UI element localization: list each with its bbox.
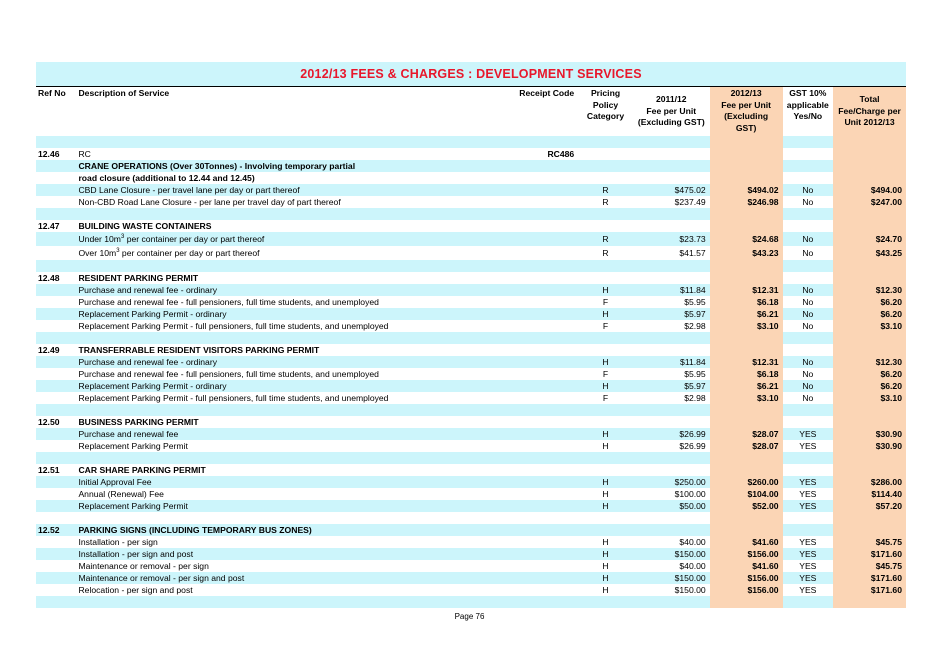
gst-applicable: No — [783, 232, 834, 246]
section-heading: PARKING SIGNS (INCLUDING TEMPORARY BUS ZONES) — [76, 524, 458, 536]
fees-sheet — [36, 62, 906, 608]
gst-applicable: YES — [799, 585, 817, 595]
table-row — [36, 356, 906, 368]
service-description: Purchase and renewal fee - ordinary — [76, 356, 458, 368]
gst-applicable: No — [802, 297, 814, 307]
gst-applicable: YES — [799, 561, 817, 571]
gst-applicable: No — [802, 393, 814, 403]
total-fee: $57.20 — [833, 500, 906, 512]
fee-2011-12: $50.00 — [633, 500, 710, 512]
total-fee: $6.20 — [833, 296, 906, 308]
service-description: Replacement Parking Permit — [78, 441, 188, 451]
service-description: Initial Approval Fee — [76, 476, 458, 488]
section-heading: TRANSFERRABLE RESIDENT VISITORS PARKING PERMIT — [78, 345, 320, 355]
section-heading: road closure (additional to 12.44 and 12.45) — [78, 173, 255, 183]
gst-applicable: No — [783, 284, 834, 296]
total-fee: $12.30 — [833, 356, 906, 368]
table-row — [36, 536, 906, 548]
service-description: CBD Lane Closure - per travel lane per day or part thereof — [76, 184, 458, 196]
section-heading-row — [36, 464, 906, 476]
total-fee: $171.60 — [833, 572, 906, 584]
service-description: Replacement Parking Permit - full pensioners, full time students, and unemployed — [78, 321, 389, 331]
section-heading-row — [36, 172, 906, 184]
gst-applicable: No — [783, 356, 834, 368]
pricing-category: R — [602, 197, 609, 207]
col-fee1112-header: 2011/12 Fee per Unit (Excluding GST) — [633, 87, 710, 136]
ref-no: 12.49 — [38, 345, 60, 355]
col-total-header: Total Fee/Charge per Unit 2012/13 — [833, 87, 906, 136]
table-row — [36, 488, 906, 500]
gst-applicable: No — [783, 380, 834, 392]
pricing-category: H — [578, 572, 633, 584]
table-row — [36, 584, 906, 596]
section-heading: RESIDENT PARKING PERMIT — [78, 273, 199, 283]
pricing-category: H — [578, 428, 633, 440]
section-heading-row — [36, 344, 906, 356]
fee-2012-13: $41.60 — [710, 536, 783, 548]
pricing-category: F — [602, 297, 609, 307]
fee-2011-12: $40.00 — [679, 537, 706, 547]
fee-2011-12: $5.95 — [684, 369, 706, 379]
fee-2012-13: $6.18 — [710, 368, 783, 380]
col-fee1213-header: 2012/13 Fee per Unit (Excluding GST) — [710, 87, 783, 136]
fee-2012-13: $6.18 — [710, 296, 783, 308]
total-fee: $171.60 — [833, 584, 906, 596]
pricing-category: F — [602, 369, 609, 379]
fee-2012-13: $156.00 — [710, 548, 783, 560]
service-description: Replacement Parking Permit - ordinary — [76, 308, 458, 320]
pricing-category: H — [602, 585, 609, 595]
table-row — [36, 308, 906, 320]
fee-2012-13: $28.07 — [710, 428, 783, 440]
service-description: Purchase and renewal fee - full pensioners, full time students, and unemployed — [78, 297, 379, 307]
service-description: Replacement Parking Permit — [76, 500, 458, 512]
ref-no: 12.47 — [38, 221, 60, 231]
table-row — [36, 440, 906, 452]
fee-2011-12: $150.00 — [633, 548, 710, 560]
fee-2011-12: $11.84 — [633, 356, 710, 368]
pricing-category: H — [602, 561, 609, 571]
fee-2012-13: $24.68 — [710, 232, 783, 246]
table-row — [36, 184, 906, 196]
section-heading: BUSINESS PARKING PERMIT — [78, 417, 199, 427]
fee-2012-13: $260.00 — [710, 476, 783, 488]
ref-no: 12.48 — [38, 273, 60, 283]
table-row — [36, 560, 906, 572]
section-heading: CAR SHARE PARKING PERMIT — [78, 465, 206, 475]
table-row — [36, 196, 906, 208]
table-row — [36, 368, 906, 380]
fees-table — [36, 87, 906, 608]
fee-2012-13: $246.98 — [710, 196, 783, 208]
pricing-category: H — [578, 284, 633, 296]
ref-no: 12.52 — [36, 524, 76, 536]
fee-2012-13: $3.10 — [710, 320, 783, 332]
fee-2011-12: $237.49 — [674, 197, 706, 207]
section-heading-row — [36, 160, 906, 172]
fee-2012-13: $43.23 — [710, 246, 783, 260]
total-fee: $30.90 — [833, 428, 906, 440]
fee-2012-13: $6.21 — [710, 308, 783, 320]
table-row — [36, 284, 906, 296]
gst-applicable: No — [802, 369, 814, 379]
fee-2011-12: $250.00 — [633, 476, 710, 488]
service-description: Purchase and renewal fee - full pensioners, full time students, and unemployed — [78, 369, 379, 379]
fee-2011-12: $5.97 — [633, 308, 710, 320]
table-row — [36, 572, 906, 584]
total-fee: $3.10 — [833, 392, 906, 404]
pricing-category: H — [578, 500, 633, 512]
total-fee: $45.75 — [833, 560, 906, 572]
pricing-category: H — [578, 548, 633, 560]
service-description: RC — [78, 149, 91, 159]
col-receipt-header: Receipt Code — [459, 87, 578, 136]
fee-2011-12: $40.00 — [679, 561, 706, 571]
fee-2011-12: $150.00 — [674, 585, 706, 595]
table-row — [36, 500, 906, 512]
fee-2011-12: $26.99 — [679, 441, 706, 451]
table-row — [36, 296, 906, 308]
pricing-category: H — [578, 476, 633, 488]
ref-no: 12.50 — [38, 417, 60, 427]
total-fee: $6.20 — [833, 380, 906, 392]
fee-2011-12: $2.98 — [684, 321, 706, 331]
service-description: Purchase and renewal fee — [76, 428, 458, 440]
gst-applicable: YES — [783, 548, 834, 560]
total-fee: $43.25 — [833, 246, 906, 260]
table-row — [36, 380, 906, 392]
section-heading-row — [36, 272, 906, 284]
gst-applicable: No — [783, 308, 834, 320]
service-description: Maintenance or removal - per sign and post — [76, 572, 458, 584]
total-fee: $6.20 — [833, 368, 906, 380]
fee-2012-13: $3.10 — [710, 392, 783, 404]
gst-applicable: YES — [799, 489, 817, 499]
pricing-category: H — [602, 537, 609, 547]
fee-2012-13: $41.60 — [710, 560, 783, 572]
service-description: Maintenance or removal - per sign — [78, 561, 209, 571]
total-fee: $286.00 — [833, 476, 906, 488]
table-row — [36, 232, 906, 246]
total-fee: $3.10 — [833, 320, 906, 332]
gst-applicable: YES — [783, 428, 834, 440]
fee-2011-12: $26.99 — [633, 428, 710, 440]
total-fee: $247.00 — [833, 196, 906, 208]
gst-applicable: YES — [799, 441, 817, 451]
fee-2011-12: $5.95 — [684, 297, 706, 307]
col-gst-header: GST 10% applicable Yes/No — [783, 87, 834, 136]
table-row — [36, 428, 906, 440]
section-heading: CRANE OPERATIONS (Over 30Tonnes) - Involving temporary partial — [76, 160, 458, 172]
table-row — [36, 148, 906, 160]
fee-2012-13: $156.00 — [710, 572, 783, 584]
pricing-category: H — [578, 380, 633, 392]
section-heading-row — [36, 416, 906, 428]
table-row — [36, 246, 906, 260]
total-fee: $12.30 — [833, 284, 906, 296]
fee-2011-12: $100.00 — [674, 489, 706, 499]
service-description: Under $10m^3$ per container per day or part thereof — [76, 232, 458, 246]
service-description: Replacement Parking Permit - ordinary — [76, 380, 458, 392]
service-description: Purchase and renewal fee - ordinary — [76, 284, 458, 296]
pricing-category: R — [602, 248, 609, 258]
table-row — [36, 548, 906, 560]
service-description: Over $10m^3$ per container per day or part thereof — [78, 248, 260, 258]
pricing-category: H — [578, 356, 633, 368]
total-fee: $171.60 — [833, 548, 906, 560]
service-description: Annual (Renewal) Fee — [78, 489, 164, 499]
page-number: Page 76 — [454, 612, 485, 621]
fee-2011-12: $23.73 — [633, 232, 710, 246]
fee-2012-13: $104.00 — [710, 488, 783, 500]
section-heading-row — [36, 220, 906, 232]
gst-applicable: No — [783, 184, 834, 196]
pricing-category: F — [602, 321, 609, 331]
pricing-category: R — [578, 232, 633, 246]
fee-2012-13: $12.31 — [710, 284, 783, 296]
service-description: Installation - per sign and post — [76, 548, 458, 560]
page-title: 2012/13 FEES & CHARGES : DEVELOPMENT SERVICES — [36, 62, 906, 87]
table-row — [36, 392, 906, 404]
service-description: Installation - per sign — [78, 537, 158, 547]
col-ref-header: Ref No — [36, 87, 76, 136]
service-description: Non-CBD Road Lane Closure - per lane per travel day of part thereof — [78, 197, 341, 207]
fee-2012-13: $12.31 — [710, 356, 783, 368]
fee-2011-12: $41.57 — [679, 248, 706, 258]
total-fee: $30.90 — [833, 440, 906, 452]
ref-no: 12.46 — [38, 149, 60, 159]
section-heading-row — [36, 524, 906, 536]
total-fee: $24.70 — [833, 232, 906, 246]
fee-2011-12: $11.84 — [633, 284, 710, 296]
table-row — [36, 476, 906, 488]
col-pricing-header: Pricing Policy Category — [578, 87, 633, 136]
receipt-code: RC486 — [547, 149, 575, 159]
gst-applicable: YES — [783, 500, 834, 512]
gst-applicable: YES — [799, 537, 817, 547]
service-description: Relocation - per sign and post — [78, 585, 193, 595]
pricing-category: H — [578, 308, 633, 320]
service-description: Replacement Parking Permit - full pensioners, full time students, and unemployed — [78, 393, 389, 403]
pricing-category: H — [602, 441, 609, 451]
pricing-category: H — [602, 489, 609, 499]
fee-2012-13: $52.00 — [710, 500, 783, 512]
gst-applicable: No — [802, 197, 814, 207]
fee-2011-12: $150.00 — [633, 572, 710, 584]
gst-applicable: YES — [783, 476, 834, 488]
fee-2011-12: $475.02 — [633, 184, 710, 196]
gst-applicable: No — [802, 321, 814, 331]
total-fee: $114.40 — [833, 488, 906, 500]
table-header — [36, 87, 906, 136]
fee-2012-13: $6.21 — [710, 380, 783, 392]
fee-2011-12: $5.97 — [633, 380, 710, 392]
section-heading: BUILDING WASTE CONTAINERS — [78, 221, 212, 231]
total-fee: $494.00 — [833, 184, 906, 196]
table-row — [36, 320, 906, 332]
ref-no: 12.51 — [38, 465, 60, 475]
total-fee: $6.20 — [833, 308, 906, 320]
pricing-category: F — [602, 393, 609, 403]
pricing-category: R — [578, 184, 633, 196]
gst-applicable: YES — [783, 572, 834, 584]
fee-2012-13: $28.07 — [710, 440, 783, 452]
fee-2011-12: $2.98 — [684, 393, 706, 403]
fee-2012-13: $494.02 — [710, 184, 783, 196]
fee-2012-13: $156.00 — [710, 584, 783, 596]
col-desc-header: Description of Service — [76, 87, 458, 136]
gst-applicable: No — [802, 248, 814, 258]
total-fee: $45.75 — [833, 536, 906, 548]
